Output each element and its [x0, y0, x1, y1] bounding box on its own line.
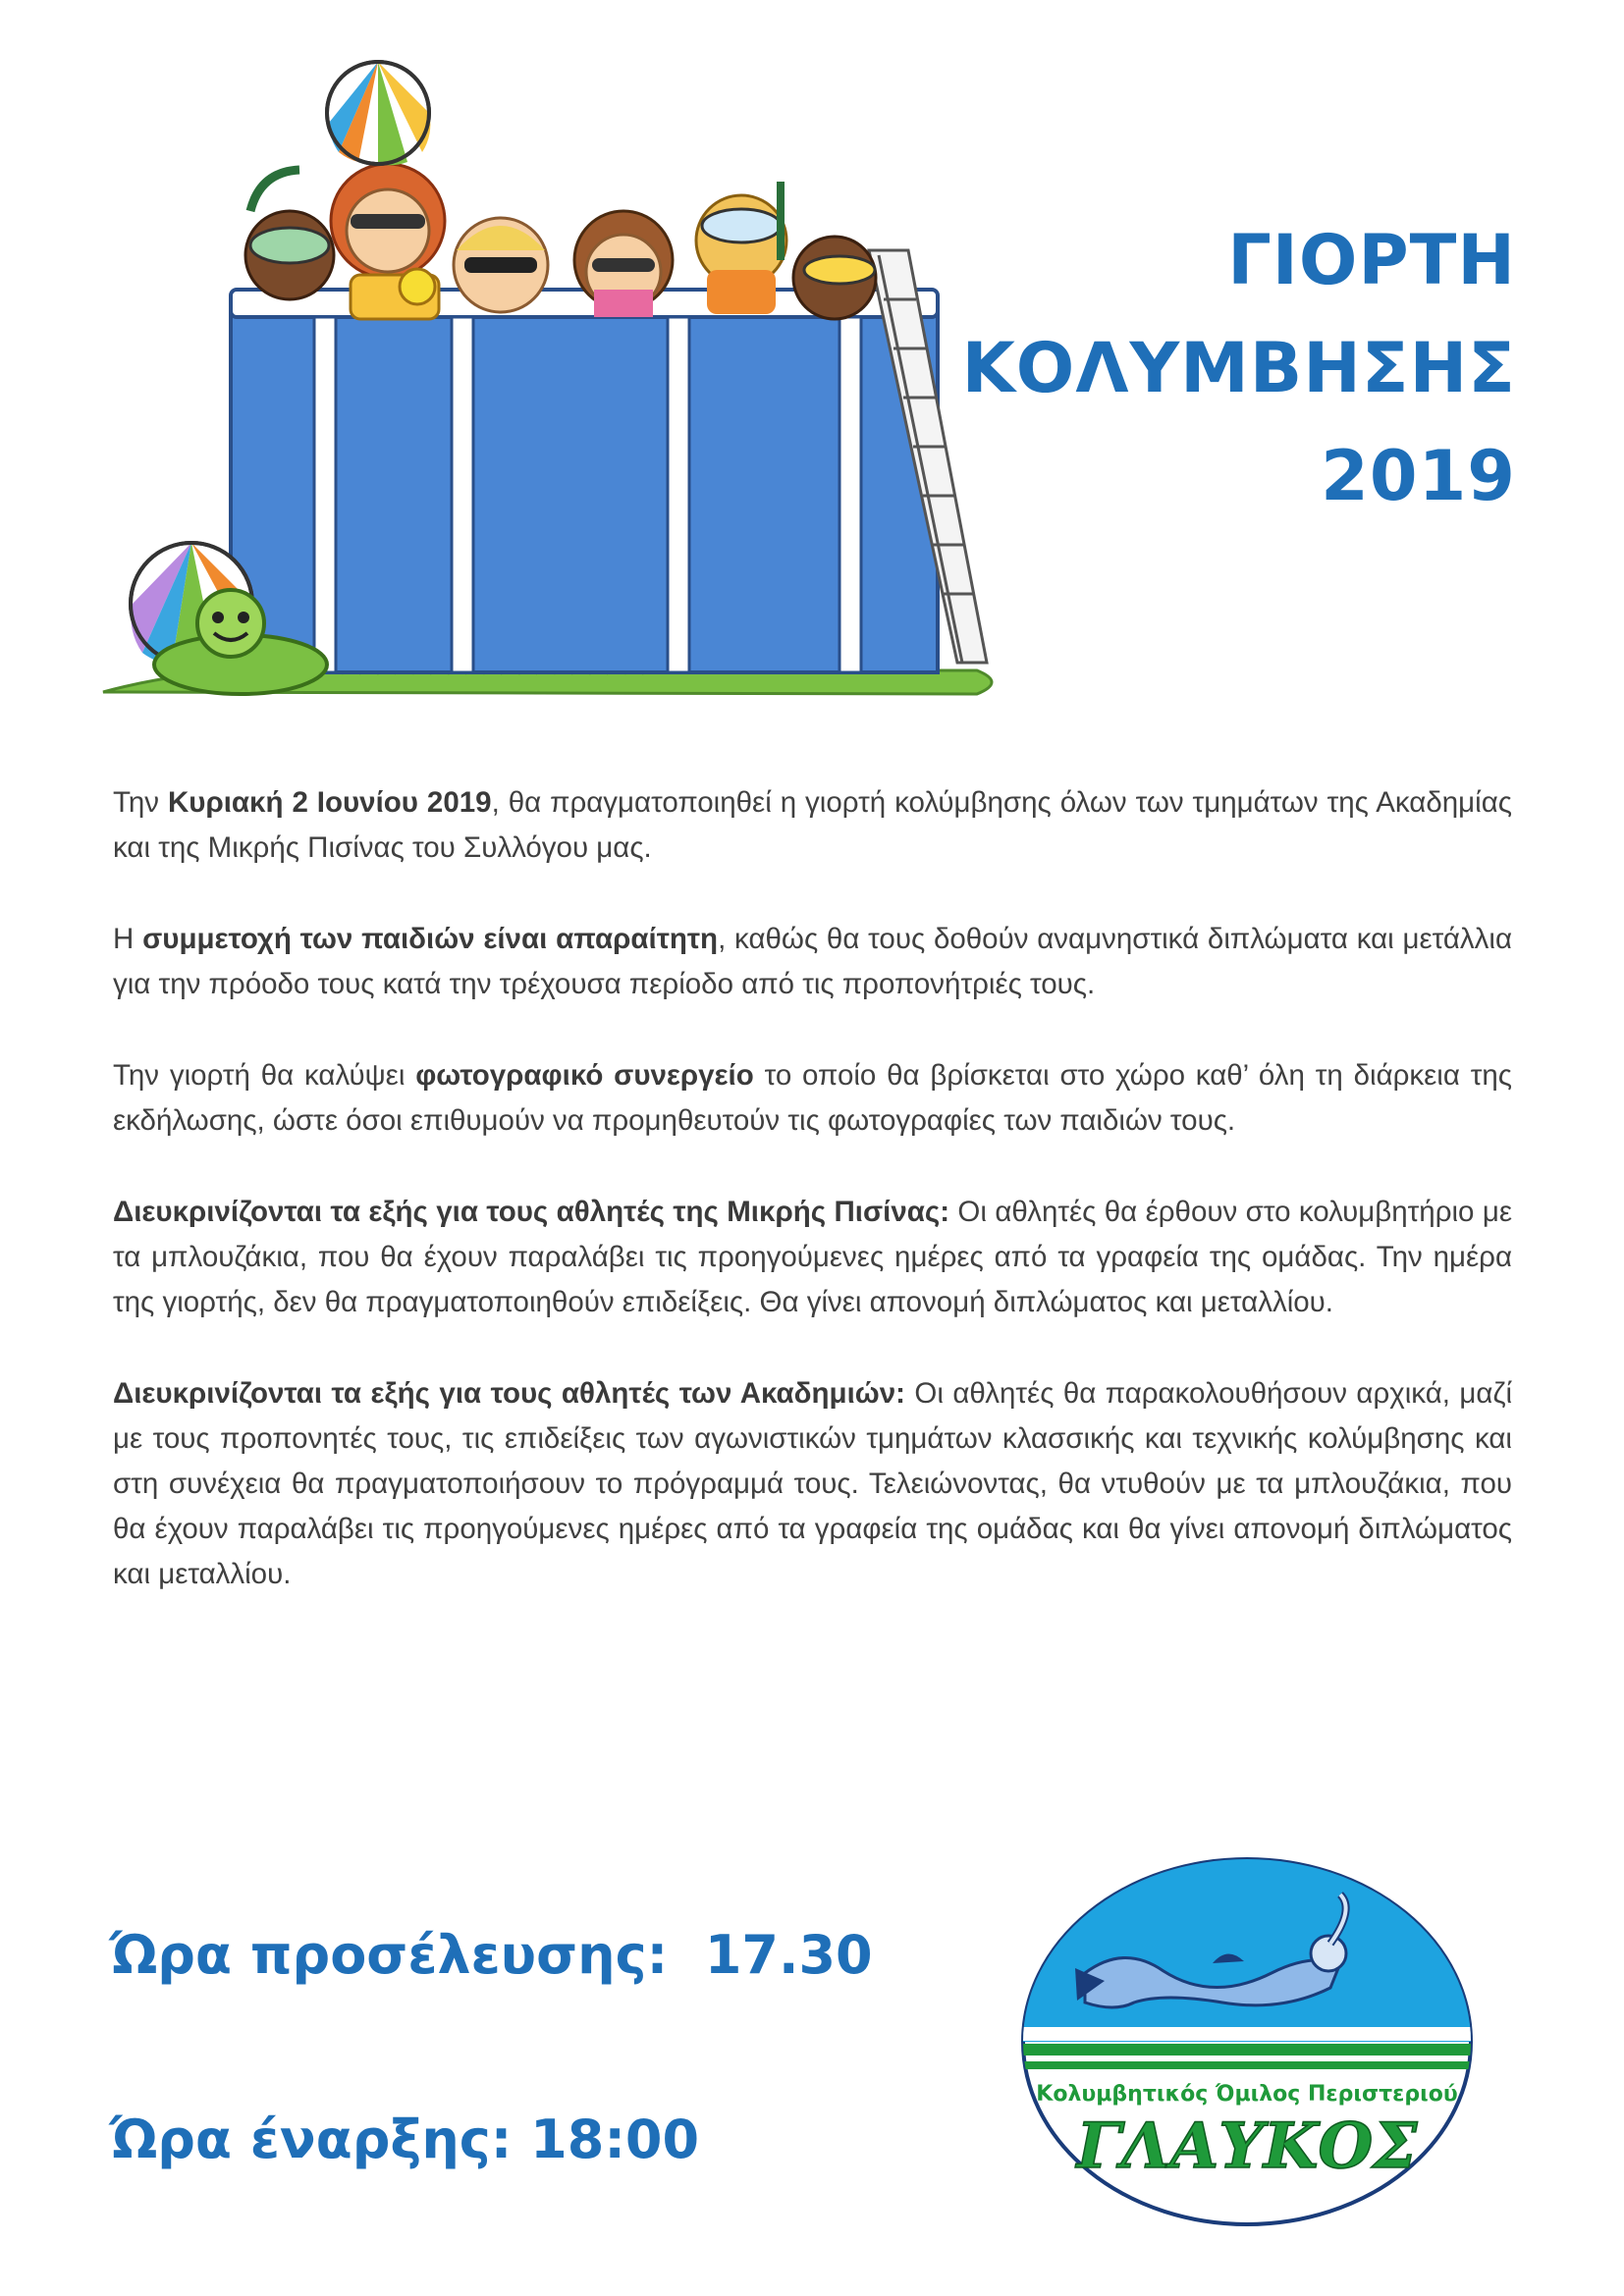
academies-heading: Διευκρινίζονται τα εξής για τους αθλητές των Ακαδημιών:: [113, 1377, 905, 1410]
page-title: [962, 206, 1516, 530]
pool: [231, 290, 938, 672]
club-name: ΓΛΑΥΚΟΣ: [1076, 2109, 1418, 2183]
arrival-time: Ώρα προσέλευσης: 17.30: [110, 1924, 873, 1986]
title-line-1: ΓΙΟΡΤΗ: [1227, 220, 1516, 300]
club-logo: [1016, 1855, 1478, 2228]
title-line-3: 2019: [1321, 436, 1516, 516]
title-line-2: ΚΟΛΥΜΒΗΣΗΣ: [961, 328, 1516, 408]
photo-crew: φωτογραφικό συνεργείο: [415, 1059, 754, 1092]
small-pool-heading: Διευκρινίζονται τα εξής για τους αθλητές της Μικρής Πισίνας:: [113, 1196, 950, 1228]
event-date: Κυριακή 2 Ιουνίου 2019: [167, 786, 492, 819]
participation-required: συμμετοχή των παιδιών είναι απαραίτητη: [142, 923, 719, 955]
paragraph-date: Την Κυριακή 2 Ιουνίου 2019, θα πραγματοποιηθεί η γιορτή κολύμβησης όλων των τμημάτων της Ακαδημίας και της Μικρής Πισίνας του Συλλόγου μας.: [113, 786, 1512, 864]
paragraph-small-pool: Διευκρινίζονται τα εξής για τους αθλητές της Μικρής Πισίνας: Οι αθλητές θα έρθουν στο κολυμβητήριο με τα μπλουζάκια, που θα έχουν παραλάβει τις προηγούμενες ημέρες από τα γραφεία της ομάδας. Την ημέρα της γιορτής, δεν θα πραγματοποιηθούν επιδείξεις. Θα γίνει απονομή διπλώματος και μεταλλίου.: [113, 1196, 1512, 1318]
beach-ball-icon: [327, 62, 430, 165]
children-in-pool-illustration: [93, 54, 997, 707]
announcement-body: [113, 780, 1512, 1643]
start-time: Ώρα έναρξης: 18:00: [110, 2109, 700, 2170]
paragraph-photography: Την γιορτή θα καλύψει φωτογραφικό συνεργείο το οποίο θα βρίσκεται στο χώρο καθ’ όλη τη διάρκεια της εκδήλωσης, ώστε όσοι επιθυμούν να προμηθευτούν τις φωτογραφίες των παιδιών τους.: [113, 1059, 1512, 1137]
club-full-name: Κολυμβητικός Όμιλος Περιστεριού: [1036, 2082, 1458, 2107]
paragraph-academies: Διευκρινίζονται τα εξής για τους αθλητές των Ακαδημιών: Οι αθλητές θα παρακολουθήσουν αρχικά, μαζί με τους προπονητές τους, τις επιδείξεις των αγωνιστικών τμημάτων κλασσικής και τεχνικής κολύμβησης και στη συνέχεια θα πραγματοποιήσουν το πρόγραμμά τους. Τελειώνοντας, θα ντυθούν με τα μπλουζάκια, που θα έχουν παραλάβει τις προηγούμενες ημέρες από τα γραφεία της ομάδας και θα γίνει απονομή διπλώματος και μεταλλίου.: [113, 1377, 1512, 1590]
paragraph-participation: Η συμμετοχή των παιδιών είναι απαραίτητη, καθώς θα τους δοθούν αναμνηστικά διπλώματα και μετάλλια για την πρόοδο τους κατά την τρέχουσα περίοδο από τις προπονήτριές τους.: [113, 923, 1513, 1000]
